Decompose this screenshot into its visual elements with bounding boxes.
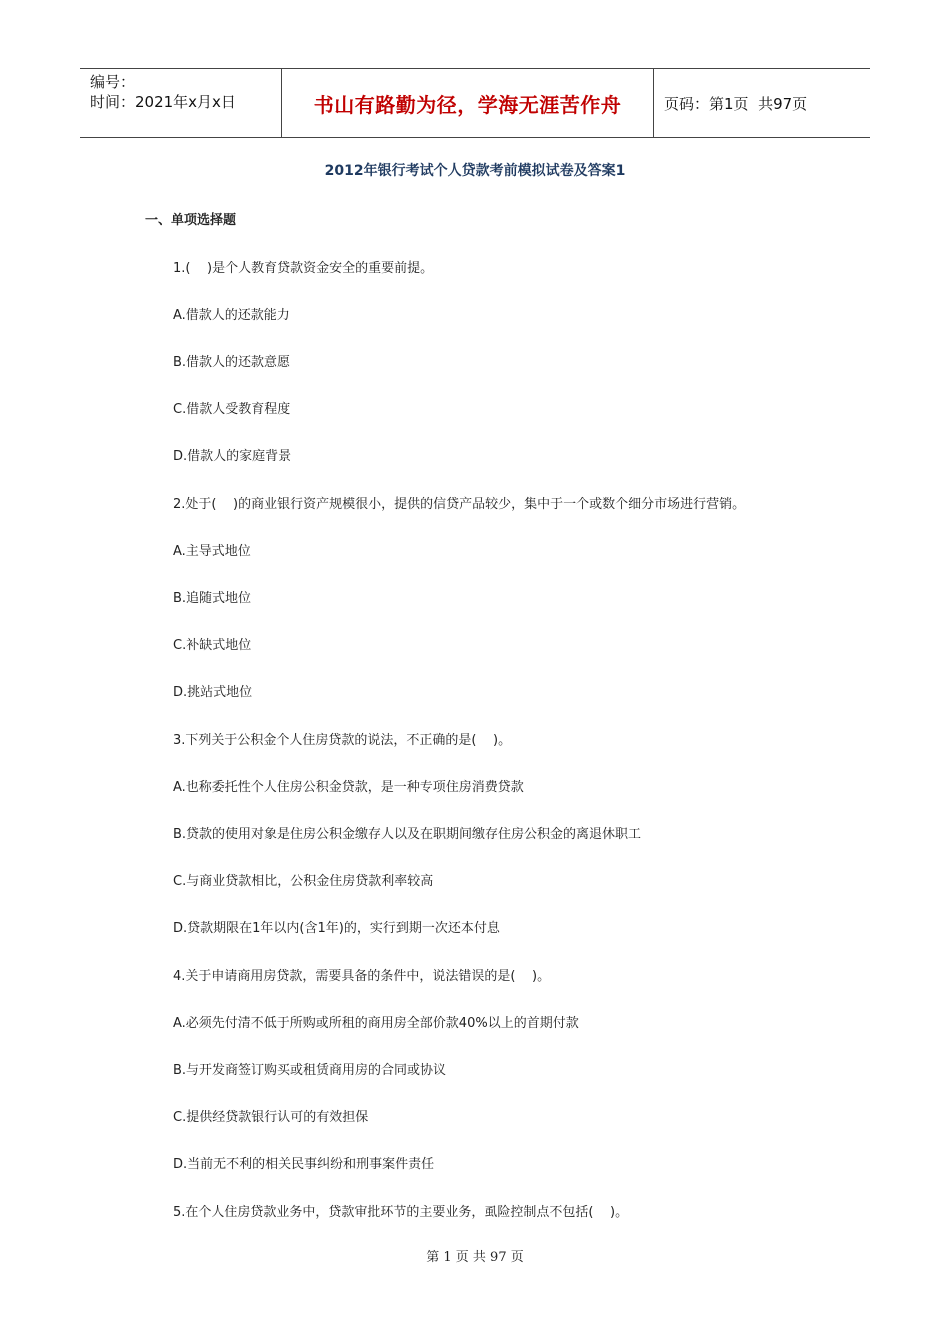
question-1-option-c: C.借款人受教育程度 [173,402,291,417]
header-left-cell [80,69,281,137]
question-2-option-b: B.追随式地位 [173,591,252,606]
question-3-option-d: D.贷款期限在1年以内(含1年)的，实行到期一次还本付息 [173,921,500,936]
header-page-info: 页码：第1页 共97页 [664,94,808,113]
question-3-option-c: C.与商业贷款相比，公积金住房贷款利率较高 [173,874,434,889]
question-5: 5.在个人住房贷款业务中，贷款审批环节的主要业务，虱险控制点不包括( )。 [173,1205,629,1220]
question-1-option-a: A.借款人的还款能力 [173,308,290,323]
document-title: 2012年银行考试个人贷款考前模拟试卷及答案1 [324,163,626,179]
question-1-option-d: D.借款人的家庭背景 [173,449,292,464]
question-3-option-a: A.也称委托性个人住房公积金贷款，是一种专项住房消费贷款 [173,780,524,795]
question-4-option-a: A.必须先付清不低于所购或所租的商用房全部价款40%以上的首期付款 [173,1016,579,1031]
question-4-option-c: C.提供经贷款银行认可的有效担保 [173,1110,369,1125]
question-2-option-d: D.挑站式地位 [173,685,253,700]
header-motto: 书山有路勤为径，学海无涯苦作舟 [281,69,654,137]
question-2: 2.处于( )的商业银行资产规模很小，提供的信贷产品较少，集中于一个或数个细分市场进行营销。 [173,497,746,512]
question-4: 4.关于申请商用房贷款，需要具备的条件中，说法错误的是( )。 [173,969,551,984]
question-3: 3.下列关于公积金个人住房贷款的说法，不正确的是( )。 [173,733,512,748]
question-3-option-b: B.贷款的使用对象是住房公积金缴存人以及在职期间缴存住房公积金的离退休职工 [173,827,642,842]
question-1-option-b: B.借款人的还款意愿 [173,355,291,370]
section-title: 一、单项选择题 [145,213,237,228]
page-footer: 第 1 页 共 97 页 [426,1250,524,1265]
page-header [80,68,870,138]
question-1: 1.( )是个人教育贷款资金安全的重要前提。 [173,261,434,276]
document-number-label: 编号： [90,73,136,91]
question-4-option-b: B.与开发商签订购买或租赁商用房的合同或协议 [173,1063,447,1078]
question-2-option-a: A.主导式地位 [173,544,251,559]
question-2-option-c: C.补缺式地位 [173,638,252,653]
document-time-label: 时间：2021年x月x日 [90,93,236,111]
question-4-option-d: D.当前无不利的相关民事纠纷和刑事案件责任 [173,1157,435,1172]
